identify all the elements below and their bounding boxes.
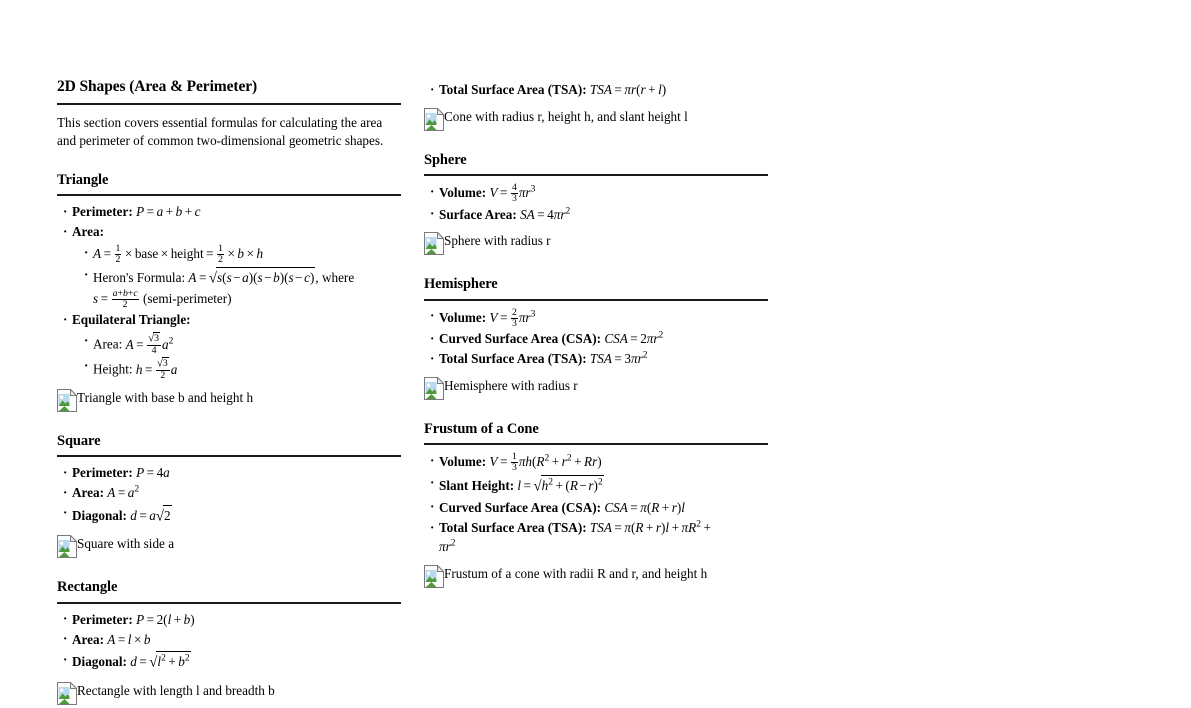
list-item: [63, 464, 401, 483]
list-item: [63, 631, 401, 650]
formula-square-perimeter: P = 4a: [136, 465, 170, 481]
list-item: [430, 330, 768, 349]
rectangle-formula-list: [57, 611, 401, 674]
cone-continued-list: [424, 81, 768, 100]
left-column: [57, 78, 401, 708]
broken-image-icon: [424, 377, 444, 400]
item-label: Height:: [93, 361, 133, 377]
item-label: Surface Area:: [439, 206, 517, 222]
section-intro-text: This section covers essential formulas for calculating the area and perimeter of common two-dimensional geometric shapes.: [57, 114, 384, 148]
item-label: Total Surface Area (TSA):: [439, 82, 587, 97]
frustum-formula-list: [424, 452, 768, 556]
list-item: [430, 308, 768, 329]
square-formula-list: [57, 464, 401, 527]
item-label: Perimeter:: [72, 611, 133, 627]
broken-image-icon: [57, 535, 77, 558]
sphere-image-alt-text: Sphere with radius r: [444, 233, 551, 249]
sphere-formula-list: [424, 183, 768, 224]
item-label: Area:: [93, 336, 123, 352]
frustum-image-alt-text: Frustum of a cone with radii R and r, and height h: [444, 565, 708, 581]
cone-figure-line: [424, 108, 768, 134]
heading-frustum: Frustum of a Cone: [424, 421, 768, 445]
formula-sphere-volume: V = $\frac{4}{3}$ $\pi r^3$: [489, 182, 536, 205]
heading-triangle: Triangle: [57, 172, 401, 196]
item-label: Volume:: [439, 184, 487, 200]
triangle-figure-line: [57, 389, 401, 415]
item-label: Curved Surface Area (CSA):: [439, 499, 602, 515]
formula-rectangle-area: A = l × b: [107, 631, 151, 647]
list-item: [63, 505, 401, 528]
formula-sphere-sa: SA = $4\pi r^2$: [520, 206, 571, 222]
list-item: [84, 357, 401, 381]
formula-equilateral-area: A = $\frac{√3}{4}$ $a^2$: [125, 332, 174, 356]
list-item: [63, 484, 401, 503]
heading-hemisphere: Hemisphere: [424, 276, 768, 300]
frustum-figure-line: [424, 565, 768, 591]
list-item: [430, 519, 768, 556]
broken-image-icon: [424, 232, 444, 255]
list-item: [84, 332, 401, 356]
broken-image-icon: [57, 389, 77, 412]
triangle-area-sublist: [72, 244, 401, 310]
formula-hemisphere-volume: V = $\frac{2}{3}$ $\pi r^3$: [489, 306, 536, 329]
formula-cone-tsa: TSA = πr(r + l): [589, 82, 667, 97]
item-label: Diagonal:: [72, 654, 127, 670]
list-item: [63, 651, 401, 674]
list-item: [430, 350, 768, 369]
formula-frustum-tsa-b: $\pi r^2$: [439, 538, 456, 554]
list-item: [63, 223, 401, 310]
formula-triangle-area: A = $\frac{1}{2}$ × base × height = $\frac{1}{2}$ × b × h: [93, 243, 264, 266]
right-column: [424, 78, 768, 591]
item-label: Perimeter:: [72, 465, 133, 481]
formula-frustum-volume: V = $\frac{1}{3}$ $\pi h(R^2 + r^2 + Rr)$: [489, 451, 602, 474]
list-item: · Heron's Formula: A = √s(s − a)(s − b)(s − c), where s = $\frac{a+b+c}{2}$ (semi-perimeter): [84, 267, 401, 310]
list-item: [63, 611, 401, 630]
formula-rectangle-diagonal: $d = √l^2 + b^2$: [130, 654, 190, 669]
list-item: [430, 499, 768, 518]
item-label: Volume:: [439, 309, 487, 325]
list-item: [430, 183, 768, 204]
formula-frustum-csa: CSA = π(R + r)l: [604, 499, 685, 515]
hemisphere-image-alt-text: Hemisphere with radius r: [444, 378, 578, 394]
item-label: Area:: [72, 631, 104, 647]
heading-rectangle: Rectangle: [57, 579, 401, 603]
list-item: [430, 81, 768, 100]
formula-frustum-tsa-a: TSA = $\pi(R + r)l + \pi R^2$ +: [589, 519, 711, 536]
formula-herons: A = √s(s − a)(s − b)(s − c): [188, 270, 315, 285]
cone-image-alt-text: Cone with radius r, height h, and slant height l: [444, 108, 688, 124]
triangle-formula-list: [57, 203, 401, 381]
item-label: Total Surface Area (TSA):: [439, 351, 587, 367]
item-label: Equilateral Triangle:: [72, 312, 191, 328]
broken-image-icon: [424, 108, 444, 131]
formula-triangle-perimeter: P = a + b + c: [136, 204, 201, 220]
item-label: Total Surface Area (TSA):: [439, 520, 587, 536]
list-item: [84, 244, 401, 265]
formula-equilateral-height: h = $\frac{√3}{2}$ a: [135, 357, 178, 381]
list-item: [63, 203, 401, 222]
equilateral-sublist: [72, 332, 401, 381]
formula-hemisphere-csa: CSA = $2\pi r^2$: [604, 330, 664, 347]
rectangle-image-alt-text: Rectangle with length l and breadth b: [77, 682, 275, 698]
list-item: [430, 452, 768, 473]
heading-square: Square: [57, 433, 401, 457]
list-item: [430, 206, 768, 225]
sphere-figure-line: [424, 232, 768, 258]
square-image-alt-text: Square with side a: [77, 536, 175, 552]
broken-image-icon: [424, 565, 444, 588]
hemisphere-formula-list: [424, 308, 768, 369]
item-label: Curved Surface Area (CSA):: [439, 331, 602, 347]
formula-semiperimeter: s = $\frac{a+b+c}{2}$: [93, 288, 138, 311]
formula-rectangle-perimeter: P = 2(l + b): [136, 611, 195, 627]
item-label: Area:: [72, 224, 104, 240]
item-label: Slant Height:: [439, 477, 515, 493]
item-label: Diagonal:: [72, 507, 127, 523]
square-figure-line: [57, 535, 401, 561]
formula-square-area: $A = a^2$: [107, 485, 140, 501]
item-label: Heron's Formula:: [93, 269, 186, 285]
rectangle-figure-line: [57, 682, 401, 708]
item-label: Area:: [72, 485, 104, 501]
list-item: [63, 311, 401, 380]
list-item: [430, 475, 768, 498]
hemisphere-figure-line: [424, 377, 768, 403]
heading-sphere: Sphere: [424, 152, 768, 176]
formula-square-diagonal: d = a√2: [130, 508, 171, 523]
broken-image-icon: [57, 682, 77, 705]
formula-hemisphere-tsa: TSA = $3\pi r^2$: [589, 350, 648, 367]
formula-frustum-slant: $l = √h^2 + (R - r)^2$: [517, 478, 603, 493]
triangle-image-alt-text: Triangle with base b and height h: [77, 389, 254, 405]
page-title: 2D Shapes (Area & Perimeter): [57, 78, 401, 105]
item-label: Volume:: [439, 454, 487, 470]
item-label: Perimeter:: [72, 204, 133, 220]
